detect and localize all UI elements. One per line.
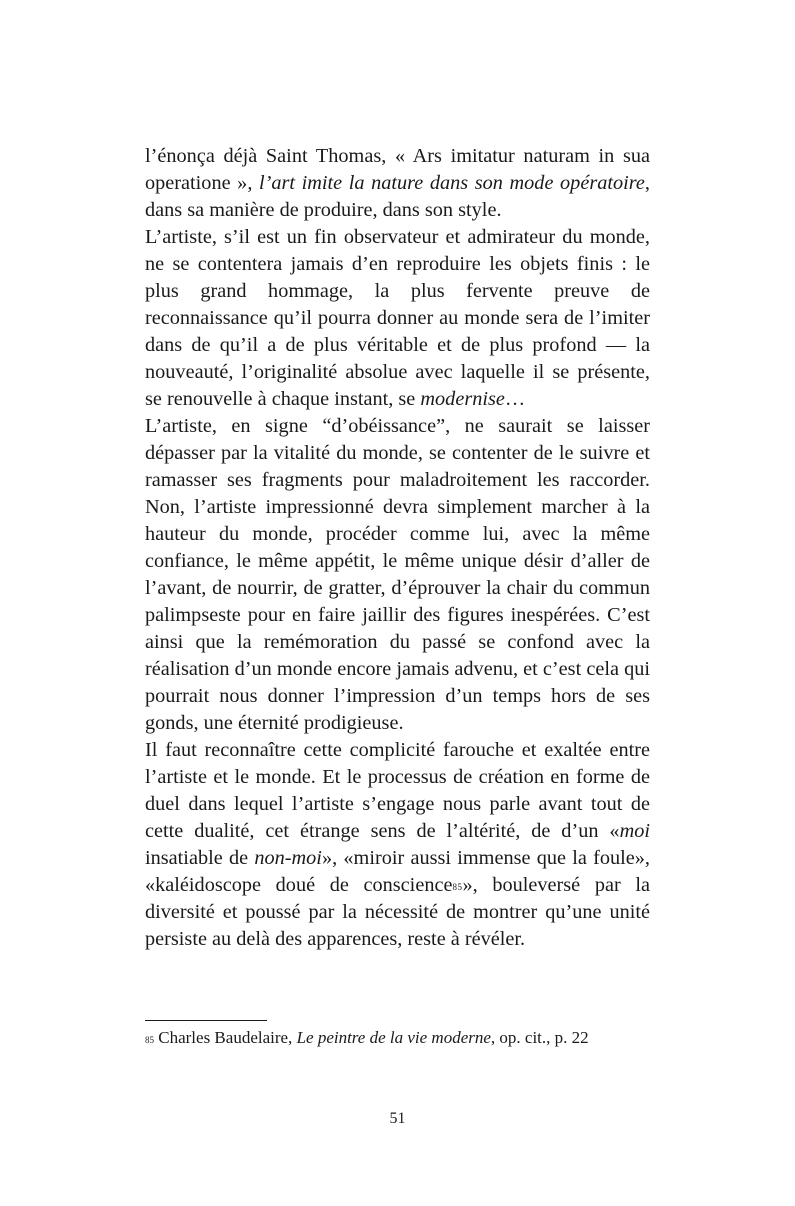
text-segment: , dans sa manière de produire, dans son style. [145, 172, 650, 221]
footnote-number: 85 [145, 1035, 154, 1045]
text-segment: insatiable de [145, 847, 255, 869]
text-segment: », «miroir aussi immense que la foule», «kaléidoscope doué de conscience [145, 847, 650, 896]
footnote-author: Charles Baudelaire, [154, 1028, 297, 1047]
italic-text: modernise [420, 388, 505, 410]
footnote-separator [145, 1020, 267, 1021]
text-segment: … [504, 388, 526, 410]
text-segment: Il faut reconnaître cette complicité farouche et exaltée entre l’artiste et le monde. Et le processus de création en forme de duel dans lequel l’artiste s’engage nous parle avant tout de cette dualité, cet étrange sens de l’altérité, de d’un « [145, 739, 650, 842]
text-segment: l’énonça déjà Saint Thomas, « Ars imitatur naturam in sua operatione », [145, 145, 650, 194]
text-segment: L’artiste, en signe “d’obéissance”, ne saurait se laisser dépasser par la vitalité du monde, se contenter de le suivre et ramasser ses fragments pour maladroitement les raccorder. Non, l’artiste impressionné devra simplement marcher à la hauteur du monde, procéder comme lui, avec la même confiance, le même appétit, le même unique désir d’aller de l’avant, de nourrir, de gratter, d’éprouver la chair du commun palimpseste pour en faire jaillir des figures inespérées. C’est ainsi que la remémoration du passé se confond avec la réalisation d’un monde encore jamais advenu, et c’est cela qui pourrait nous donner l’impression d’un temps hors de ses gonds, une éternité prodigieuse. [145, 415, 650, 734]
body-text [145, 143, 650, 953]
footnote-title: Le peintre de la vie moderne [296, 1028, 491, 1047]
footnote-citation: , op. cit., p. 22 [490, 1028, 589, 1047]
page-number: 51 [389, 1110, 406, 1127]
paragraph [145, 224, 650, 413]
footnote [145, 1026, 650, 1050]
text-segment: L’artiste, s’il est un fin observateur et admirateur du monde, ne se contentera jamais d’en reproduire les objets finis : le plus grand hommage, la plus fervente preuve de reconnaissance qu’il pourra donner au monde sera de l’imiter dans de qu’il a de plus véritable et de plus profond — la nouveauté, l’originalité absolue avec laquelle il se présente, se renouvelle à chaque instant, se [145, 226, 650, 410]
text-segment: », bouleversé par la diversité et poussé par la nécessité de montrer qu’une unité persiste au delà des apparences, reste à révéler. [145, 874, 650, 950]
paragraph [145, 413, 650, 737]
footnote-reference: 85 [452, 882, 463, 892]
italic-text: moi [619, 820, 650, 842]
italic-text: non-moi [254, 847, 322, 869]
italic-text: l’art imite la nature dans son mode opératoire [258, 172, 645, 194]
paragraph [145, 143, 650, 224]
paragraph [145, 737, 650, 953]
